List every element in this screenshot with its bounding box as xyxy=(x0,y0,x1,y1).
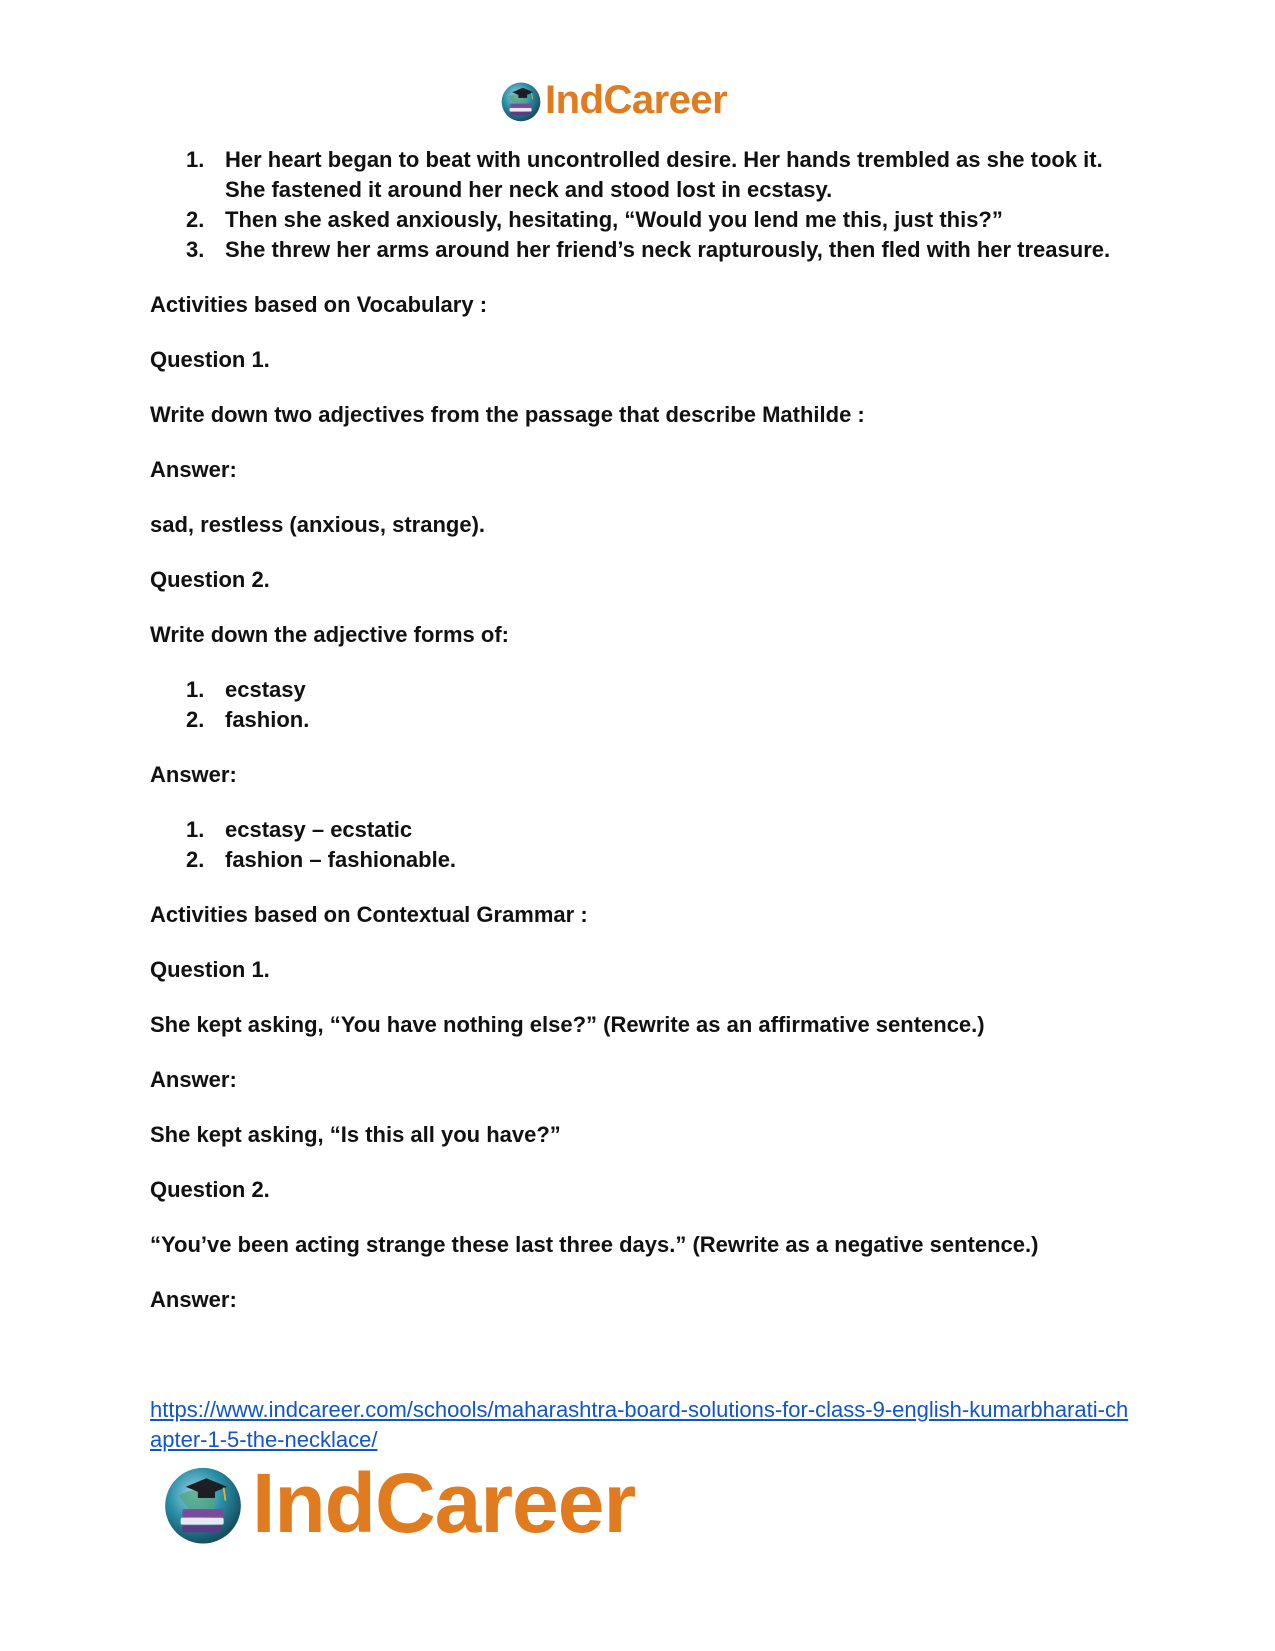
list-item xyxy=(150,235,1135,265)
numbered-list xyxy=(150,815,1135,875)
document-body xyxy=(150,145,1135,1340)
list-number: 1. xyxy=(186,677,205,702)
header-logo xyxy=(499,78,727,123)
list-item-text: fashion – fashionable. xyxy=(225,847,457,872)
globe-book-icon xyxy=(160,1461,246,1547)
list-item xyxy=(150,845,1135,875)
paragraph: Question 1. xyxy=(150,957,270,982)
paragraph: “You’ve been acting strange these last three days.” (Rewrite as a negative sentence.) xyxy=(150,1232,1039,1257)
list-number: 1. xyxy=(186,147,205,172)
numbered-list xyxy=(150,145,1135,265)
paragraph: Question 1. xyxy=(150,347,270,372)
list-number: 2. xyxy=(186,707,205,732)
list-item xyxy=(150,675,1135,705)
logo-wordmark: IndCareer xyxy=(545,78,728,122)
list-item-text: fashion. xyxy=(225,707,310,732)
footer-logo xyxy=(160,1455,635,1552)
paragraph: Answer: xyxy=(150,762,237,787)
paragraph: She kept asking, “You have nothing else?” (Rewrite as an affirmative sentence.) xyxy=(150,1012,985,1037)
paragraph: Answer: xyxy=(150,1067,237,1092)
source-url-link[interactable]: https://www.indcareer.com/schools/maharashtra-board-solutions-for-class-9-english-kumarbharati-chapter-1-5-the-necklace/ xyxy=(150,1397,1129,1452)
list-item xyxy=(150,205,1135,235)
list-item xyxy=(150,145,1135,205)
list-number: 3. xyxy=(186,237,205,262)
paragraph: sad, restless (anxious, strange). xyxy=(150,512,486,537)
paragraph: Answer: xyxy=(150,1287,237,1312)
list-item-text: Her heart began to beat with uncontrolled desire. Her hands trembled as she took it. She fastened it around her neck and stood lost in ecstasy. xyxy=(225,147,1103,202)
paragraph: Question 2. xyxy=(150,1177,270,1202)
paragraph: Answer: xyxy=(150,457,237,482)
paragraph: Activities based on Vocabulary : xyxy=(150,292,488,317)
paragraph: Activities based on Contextual Grammar : xyxy=(150,902,588,927)
list-item-text: ecstasy xyxy=(225,677,306,702)
list-number: 2. xyxy=(186,207,205,232)
paragraph: She kept asking, “Is this all you have?” xyxy=(150,1122,561,1147)
paragraph: Write down the adjective forms of: xyxy=(150,622,509,647)
list-item-text: ecstasy – ecstatic xyxy=(225,817,413,842)
list-item xyxy=(150,705,1135,735)
list-number: 2. xyxy=(186,847,205,872)
logo-wordmark: IndCareer xyxy=(252,1456,636,1550)
paragraph: Question 2. xyxy=(150,567,270,592)
list-number: 1. xyxy=(186,817,205,842)
paragraph: Write down two adjectives from the passage that describe Mathilde : xyxy=(150,402,865,427)
list-item-text: She threw her arms around her friend’s neck rapturously, then fled with her treasure. xyxy=(225,237,1111,262)
numbered-list xyxy=(150,675,1135,735)
globe-book-icon xyxy=(499,79,543,123)
list-item xyxy=(150,815,1135,845)
list-item-text: Then she asked anxiously, hesitating, “Would you lend me this, just this?” xyxy=(225,207,1003,232)
